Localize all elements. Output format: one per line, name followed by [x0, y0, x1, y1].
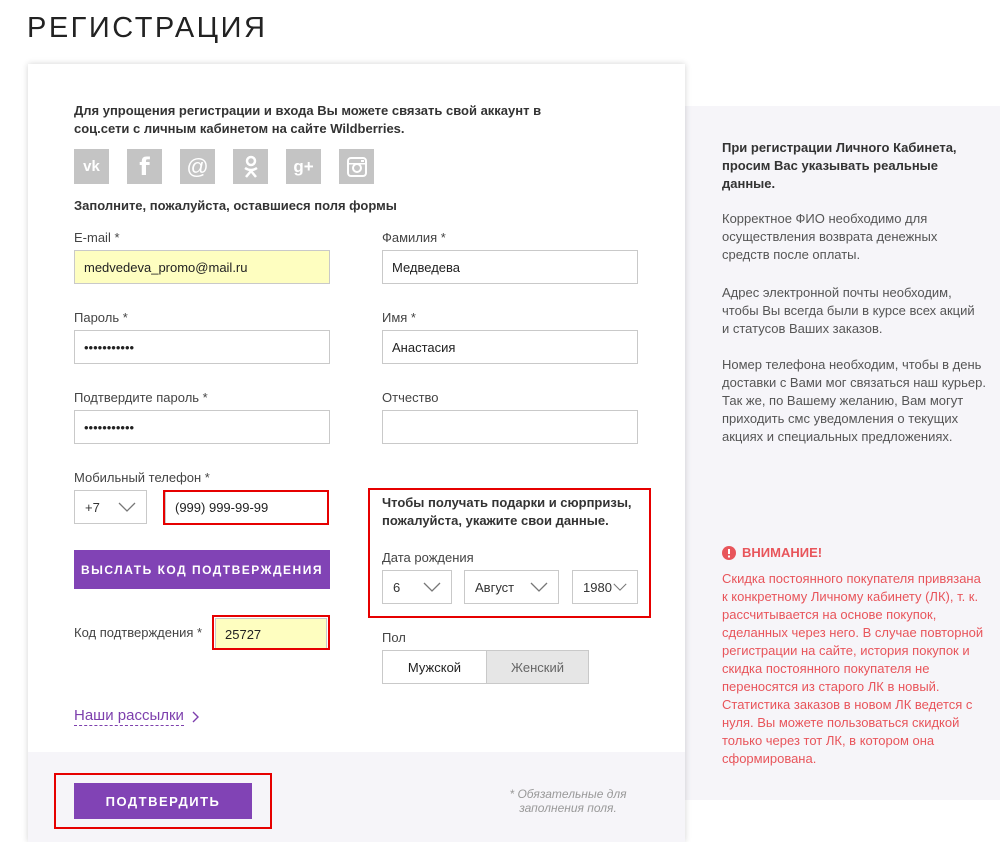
password-label: Пароль * — [74, 310, 128, 325]
gender-label: Пол — [382, 630, 406, 645]
warning-text: Скидка постоянного покупателя привязана к конкретному Личному кабинету (ЛК), т. к. рассчитывается на основе покупок, сделанных через него. В случае повторной регистрации на сайте, история покупок и скидка постоянного покупателя не переносятся из старого ЛК в новый. Статистика заказов в новом ЛК ведется с нуля. Вы можете пользоваться скидкой только через тот ЛК, в котором она сформирована. — [722, 571, 984, 766]
name-label: Имя * — [382, 310, 416, 325]
confirm-code-field[interactable] — [215, 618, 327, 650]
info-bold-text: При регистрации Личного Кабинета, просим Вас указывать реальные данные. — [722, 140, 957, 191]
warning-icon — [722, 546, 736, 560]
phone-value: (999) 999-99-99 — [175, 499, 269, 515]
odnoklassniki-icon[interactable] — [233, 149, 268, 184]
phone-field[interactable] — [165, 490, 328, 524]
chevron-down-icon — [423, 582, 441, 592]
social-intro-text: Для упрощения регистрации и входа Вы можете связать свой аккаунт в соц.сети с личным кабинетом на сайте Wildberries. — [74, 103, 542, 136]
warning-heading — [722, 545, 822, 560]
email-icon[interactable]: @ — [180, 149, 215, 184]
surname-label: Фамилия * — [382, 230, 446, 245]
newsletter-link[interactable]: Наши рассылки — [74, 707, 184, 724]
birth-day-select[interactable] — [382, 570, 452, 604]
email-value: medvedeva_promo@mail.ru — [84, 259, 248, 275]
name-value: Анастасия — [392, 339, 456, 355]
info-paragraph-fio: Корректное ФИО необходимо для осуществления возврата денежных средств после оплаты. — [722, 211, 938, 262]
gift-info-text: Чтобы получать подарки и сюрпризы, пожалуйста, укажите свои данные. — [382, 495, 632, 528]
password-confirm-label: Подтвердите пароль * — [74, 390, 208, 405]
info-paragraph-phone: Номер телефона необходим, чтобы в день доставки с Вами мог связаться наш курьер. Так же, по Вашему желанию, Вам могут приходить смс уведомления о текущих акциях и специальных предложениях. — [722, 357, 986, 444]
warning-title: ВНИМАНИЕ! — [742, 545, 823, 560]
google-plus-icon[interactable]: g+ — [286, 149, 321, 184]
confirm-code-label: Код подтверждения * — [74, 625, 203, 640]
submit-button[interactable]: ПОДТВЕРДИТЬ — [74, 783, 252, 819]
password-field[interactable] — [74, 330, 330, 364]
email-label: E-mail * — [74, 230, 120, 245]
surname-field[interactable] — [382, 250, 638, 284]
birth-month-value: Август — [475, 579, 515, 595]
newsletter-link-wrap[interactable] — [74, 707, 200, 726]
card-footer — [28, 752, 685, 842]
patronymic-label: Отчество — [382, 390, 439, 405]
fill-remaining-note: Заполните, пожалуйста, оставшиеся поля формы — [74, 198, 397, 213]
gender-male-option[interactable]: Мужской — [383, 651, 486, 683]
birth-month-select[interactable] — [464, 570, 559, 604]
page-title: РЕГИСТРАЦИЯ — [27, 12, 268, 44]
password-confirm-field[interactable] — [74, 410, 330, 444]
password-confirm-value: ••••••••••• — [84, 419, 135, 435]
birthdate-label: Дата рождения — [382, 550, 474, 565]
required-fields-note: * Обязательные для заполнения поля. — [509, 787, 627, 815]
gender-female-option[interactable]: Женский — [486, 651, 588, 683]
chevron-right-icon — [192, 711, 200, 723]
facebook-icon[interactable]: f — [127, 149, 162, 184]
patronymic-field[interactable] — [382, 410, 638, 444]
info-paragraph-email: Адрес электронной почты необходим, чтобы Вы всегда были в курсе всех акций и статусов Ваших заказов. — [722, 285, 975, 336]
info-panel — [685, 106, 1000, 800]
surname-value: Медведева — [392, 259, 461, 275]
email-field[interactable] — [74, 250, 330, 284]
birth-day-value: 6 — [393, 579, 401, 595]
birth-year-value: 1980 — [583, 579, 612, 595]
phone-code-select[interactable] — [74, 490, 147, 524]
chevron-down-icon — [530, 582, 548, 592]
phone-label: Мобильный телефон * — [74, 470, 210, 485]
confirm-code-value: 25727 — [225, 626, 262, 642]
instagram-icon[interactable] — [339, 149, 374, 184]
password-value: ••••••••••• — [84, 339, 135, 355]
phone-code-value: +7 — [85, 499, 100, 515]
chevron-down-icon — [613, 582, 627, 592]
vk-icon[interactable]: vk — [74, 149, 109, 184]
gender-toggle — [382, 650, 589, 684]
chevron-down-icon — [118, 502, 136, 512]
send-code-button[interactable]: ВЫСЛАТЬ КОД ПОДТВЕРЖДЕНИЯ — [74, 550, 330, 589]
registration-card — [28, 64, 685, 842]
name-field[interactable] — [382, 330, 638, 364]
birth-year-select[interactable] — [572, 570, 638, 604]
